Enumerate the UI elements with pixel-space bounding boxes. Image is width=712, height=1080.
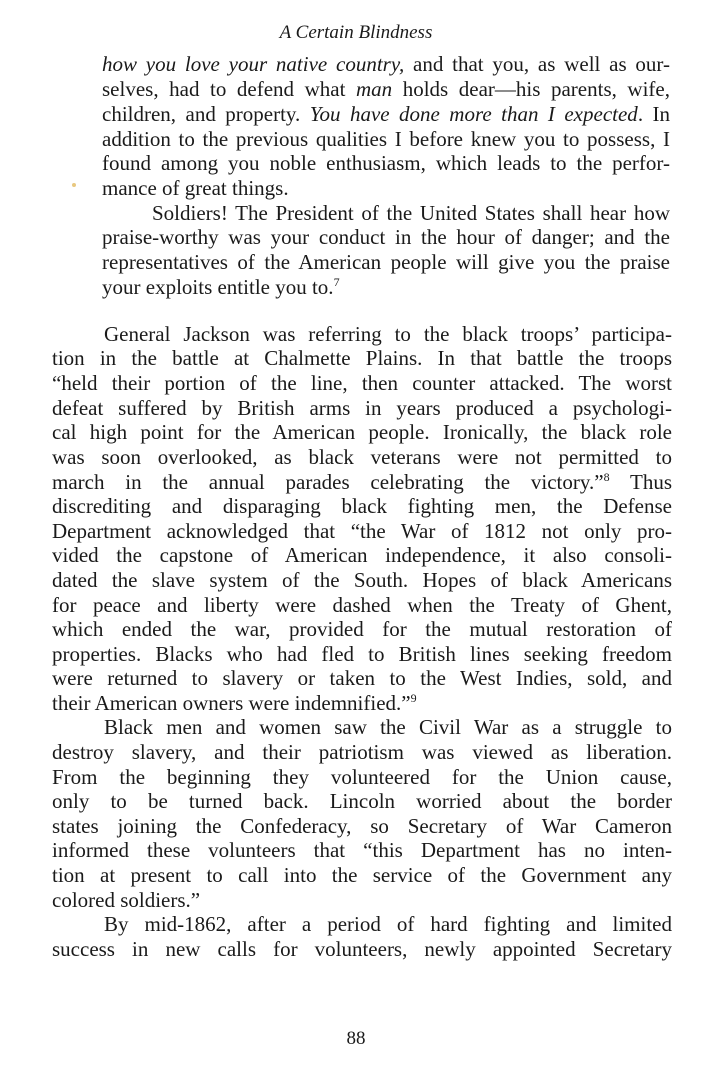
body-line: destroy slavery, and their patriotism was viewed as liberation.	[52, 740, 672, 764]
body-line: colored soldiers.”	[52, 888, 201, 912]
body-line: From the beginning they volunteered for the Union cause,	[52, 765, 672, 789]
footnote-ref: 8	[603, 470, 610, 484]
body-line: Department acknowledged that “the War of 1812 not only pro-	[52, 519, 672, 543]
body-line: General Jackson was referring to the black troops’ participa-	[104, 322, 672, 346]
body-line: dated the slave system of the South. Hopes of black Americans	[52, 568, 672, 592]
body-line: properties. Blacks who had fled to British lines seeking freedom	[52, 642, 672, 666]
body-line: defeat suffered by British arms in years produced a psychologi-	[52, 396, 672, 420]
text: and that you, as well as our-	[404, 52, 670, 76]
emphasis: how you love your native country,	[102, 52, 405, 76]
body-line: “held their portion of the line, then counter attacked. The worst	[52, 371, 672, 395]
body-line: vided the capstone of American independence, it also consoli-	[52, 543, 672, 567]
emphasis: man	[355, 77, 393, 101]
body-line	[52, 691, 672, 715]
quote-line	[102, 102, 670, 126]
quote-line: found among you noble enthusiasm, which leads to the perfor-	[102, 151, 670, 175]
body-line: tion at present to call into the service of the Government any	[52, 863, 672, 887]
body-line: was soon overlooked, as black veterans were not permitted to	[52, 445, 672, 469]
quote-line	[102, 77, 670, 101]
text: holds dear—his parents, wife,	[392, 77, 670, 101]
text: Thus	[609, 470, 672, 494]
text: your exploits entitle you to.	[102, 275, 334, 299]
body-line: discrediting and disparaging black fighting men, the Defense	[52, 494, 672, 518]
quote-line	[102, 275, 670, 299]
body-line: By mid-1862, after a period of hard fighting and limited	[104, 912, 672, 936]
text: . In	[637, 102, 671, 126]
body-line	[52, 470, 672, 494]
page-number: 88	[346, 1028, 366, 1049]
body-line: for peace and liberty were dashed when the Treaty of Ghent,	[52, 593, 672, 617]
body-line: were returned to slavery or taken to the West Indies, sold, and	[52, 666, 672, 690]
running-title: A Certain Blindness	[279, 22, 433, 43]
text: children, and property.	[102, 102, 310, 126]
body-line: tion in the battle at Chalmette Plains. In that battle the troops	[52, 346, 672, 370]
footnote-ref: 7	[333, 275, 340, 289]
text: selves, had to defend what	[102, 77, 356, 101]
quote-line: praise-worthy was your conduct in the hour of danger; and the	[102, 225, 670, 249]
footnote-ref: 9	[410, 691, 417, 705]
text: their American owners were indemnified.”	[52, 691, 411, 715]
body-line: cal high point for the American people. Ironically, the black role	[52, 420, 672, 444]
emphasis: You have done more than I expected	[309, 102, 638, 126]
text: march in the annual parades celebrating the victory.”	[52, 470, 604, 494]
body-line: Black men and women saw the Civil War as a struggle to	[104, 715, 672, 739]
body-line: which ended the war, provided for the mutual restoration of	[52, 617, 672, 641]
body-line: states joining the Confederacy, so Secretary of War Cameron	[52, 814, 672, 838]
quote-line: Soldiers! The President of the United States shall hear how	[152, 201, 670, 225]
scan-mark	[72, 183, 76, 187]
quote-line: addition to the previous qualities I before knew you to possess, I	[102, 127, 670, 151]
quote-line: mance of great things.	[102, 176, 289, 200]
body-line: success in new calls for volunteers, newly appointed Secretary	[52, 937, 672, 961]
quote-line	[102, 52, 670, 76]
body-line: only to be turned back. Lincoln worried about the border	[52, 789, 672, 813]
quote-line: representatives of the American people will give you the praise	[102, 250, 670, 274]
body-line: informed these volunteers that “this Department has no inten-	[52, 838, 672, 862]
